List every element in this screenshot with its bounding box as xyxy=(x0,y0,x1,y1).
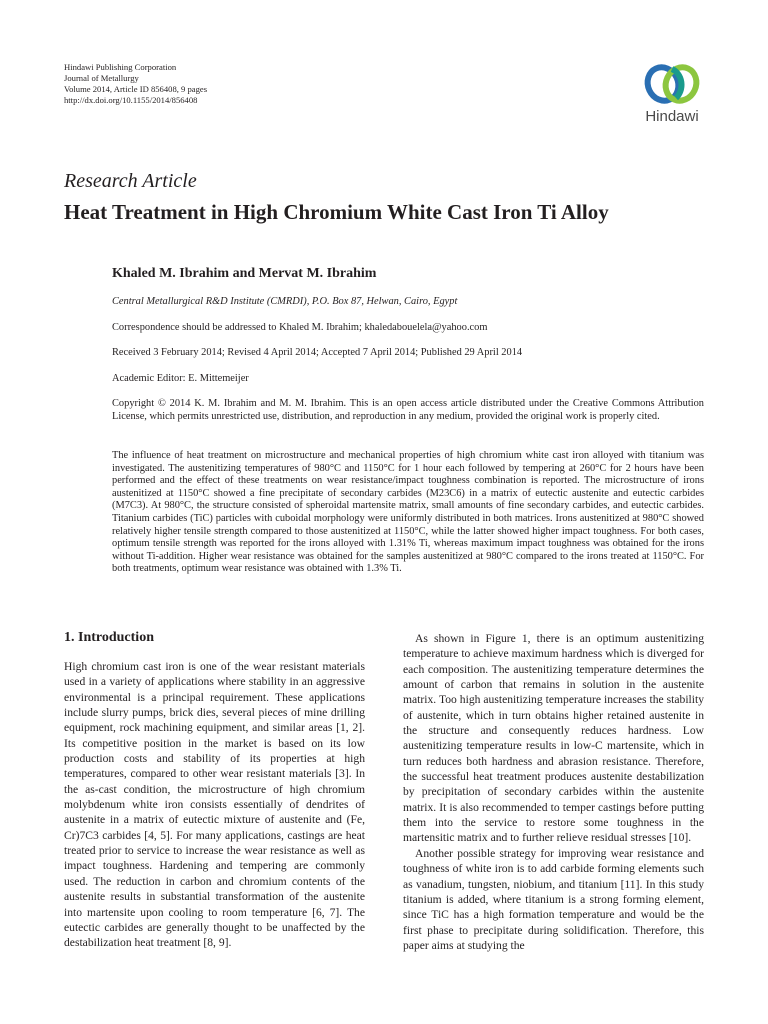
affiliation: Central Metallurgical R&D Institute (CMRDI), P.O. Box 87, Helwan, Cairo, Egypt xyxy=(112,296,458,307)
publisher: Hindawi Publishing Corporation xyxy=(64,62,177,72)
intro-paragraph-3: Another possible strategy for improving wear resistance and toughness of white iron is to add carbide forming elements such as vanadium, tungsten, niobium, and titanium [11]. In this study titanium is added, where titanium is a strong forming element, since TiC has a high formation temperature and would be the first phase to precipitate during solidification. Therefore, this paper aims at studying the xyxy=(403,846,704,952)
correspondence: Correspondence should be addressed to Khaled M. Ibrahim; khaledabouelela@yahoo.com xyxy=(112,322,488,333)
intro-paragraph-2: As shown in Figure 1, there is an optimum austenitizing temperature to achieve maximum hardness which is diverged for each composition. The austenitizing temperature determines the amount of carbon that remains in solution in the austenite matrix. Too high austenitizing temperature increases the stability of austenite, which in turn obtains higher retained austenite in the structure and consequently reduces hardness. Low austenitizing temperature results in low-C martensite, which in turn reduces both hardness and abrasion resistance. Therefore, the successful heat treatment produces austenite destabilization by precipitation of secondary carbides within the austenite matrix. It is also recommended to temper castings before putting them into the service to restore some toughness in the martensitic matrix and to further relieve residual stresses [10]. xyxy=(403,632,704,845)
left-column xyxy=(64,659,365,951)
doi-link[interactable]: http://dx.doi.org/10.1155/2014/856408 xyxy=(64,95,198,105)
hindawi-rings-icon xyxy=(632,60,712,110)
abstract-text: The influence of heat treatment on microstructure and mechanical properties of high chromium white cast iron alloyed with titanium was investigated. The austenitizing temperatures of 980°C and 1150°C for 1 hour each followed by tempering at 260°C for 2 hours have been performed and the effect of these treatments on wear resistance/impact toughness combination is reported. The microstructure of irons austenitized at 1150°C showed a fine precipitate of secondary carbides (M23C6) in a matrix of eutectic austenite and eutectic carbides (M7C3). At 980°C, the structure consisted of spheroidal martensite matrix, small amounts of fine secondary carbides, and eutectic carbides. Titanium carbides (TiC) particles with cuboidal morphology were uniformly distributed in both matrices. Irons austenitized at 980°C showed relatively higher tensile strength compared to those austenitized at 1150°C, while the latter showed higher impact toughness. For both cases, optimum tensile strength was reported for the irons alloyed with 1.31% Ti, whereas maximum impact toughness was obtained for the irons without Ti-addition. Higher wear resistance was obtained for the samples austenitized at 980°C compared to the irons treated at 1150°C. For both treatments, optimum wear resistance was obtained with 1.3% Ti. xyxy=(112,450,704,575)
authors: Khaled M. Ibrahim and Mervat M. Ibrahim xyxy=(112,266,377,281)
volume-info: Volume 2014, Article ID 856408, 9 pages xyxy=(64,84,208,94)
article-title: Heat Treatment in High Chromium White Cast Iron Ti Alloy xyxy=(64,200,609,224)
journal-header xyxy=(64,62,207,106)
abstract xyxy=(112,450,704,576)
section-heading: 1. Introduction xyxy=(64,630,154,645)
logo-text: Hindawi xyxy=(645,108,699,125)
hindawi-logo xyxy=(632,60,712,132)
copyright xyxy=(112,398,704,423)
article-type: Research Article xyxy=(64,170,197,192)
journal-name: Journal of Metallurgy xyxy=(64,73,139,83)
academic-editor: Academic Editor: E. Mittemeijer xyxy=(112,373,249,384)
intro-paragraph: High chromium cast iron is one of the wear resistant materials used in a variety of applications where stability in an aggressive environmental is a principal requirement. These applications include slurry pumps, brick dies, several pieces of mine drilling equipment, rock machining equipment, and similar areas [1, 2]. Its competitive position in the market is based on its low production costs and stability of its properties at high temperatures, compared to other wear resistant materials [3]. In the as-cast condition, the microstructure of high chromium molybdenum white iron consists essentially of dendrites of austenite in a matrix of eutectic mixture of austenite and (Fe, Cr)7C3 carbides [4, 5]. For many applications, castings are heat treated prior to service to increase the wear resistance as well as impact toughness. Hardening and tempering are commonly used. The reduction in carbon and chromium contents of the austenite results in substantial transformation of the austenite into martensite upon cooling to room temperature [6, 7]. The eutectic carbides are generally thought to be unaffected by the destabilization heat treatment [8, 9]. xyxy=(64,660,365,950)
right-column xyxy=(403,631,704,953)
dates: Received 3 February 2014; Revised 4 April 2014; Accepted 7 April 2014; Published 29 April 2014 xyxy=(112,347,523,358)
copyright-text: Copyright © 2014 K. M. Ibrahim and M. M. Ibrahim. This is an open access article distributed under the Creative Commons Attribution License, which permits unrestricted use, distribution, and reproduction in any medium, provided the original work is properly cited. xyxy=(112,398,704,422)
